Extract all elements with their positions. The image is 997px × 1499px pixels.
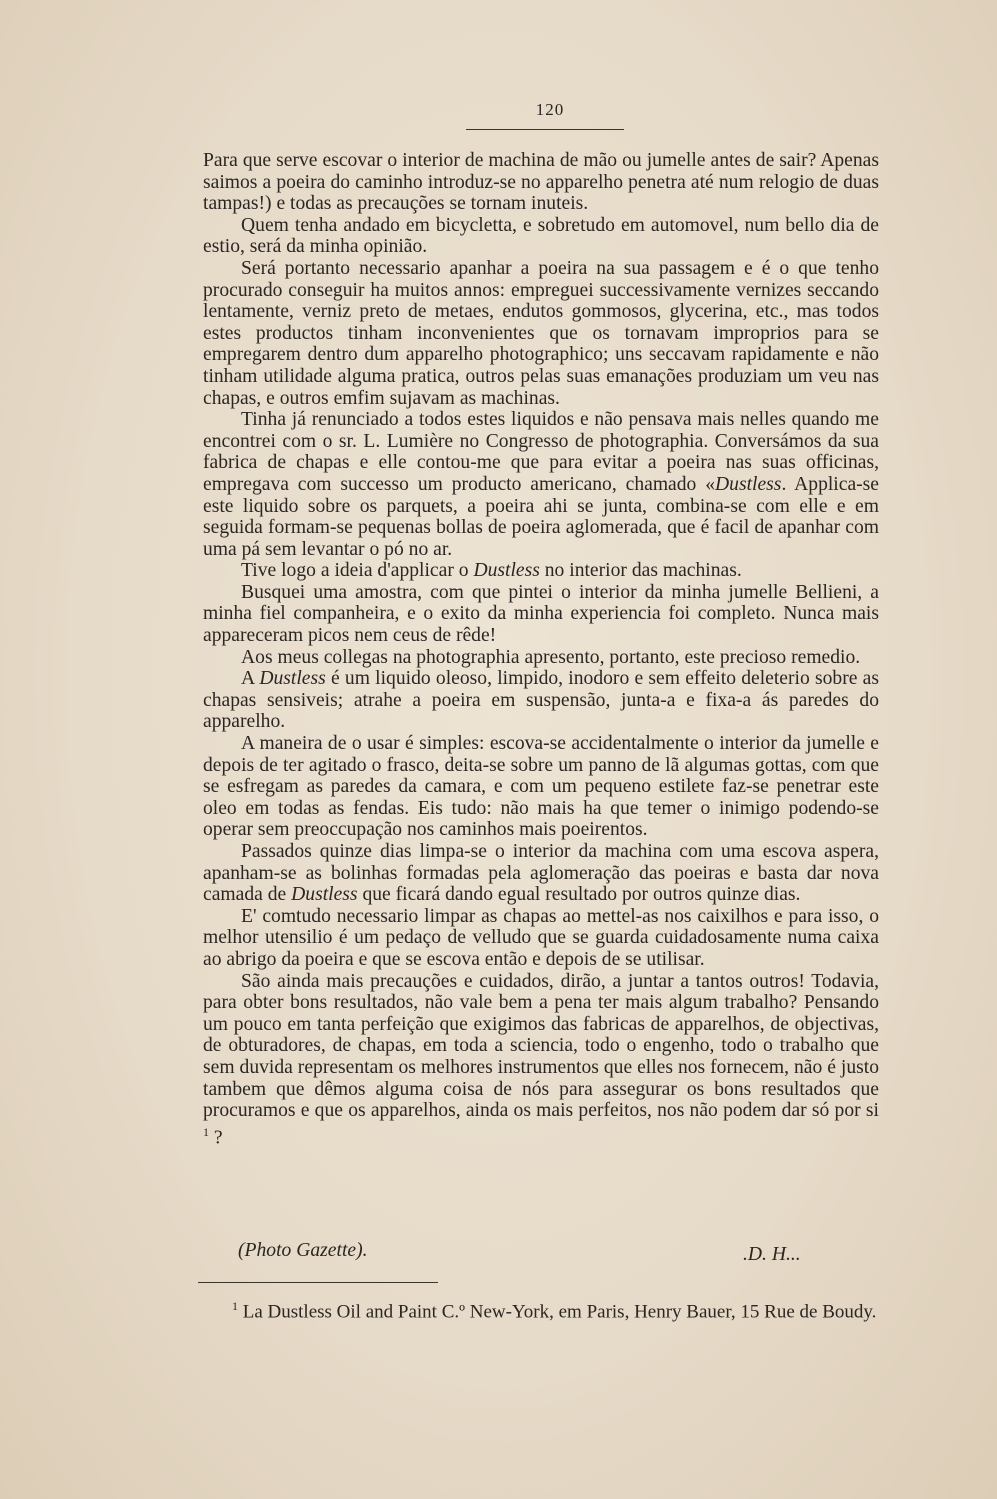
paragraph-3: Será portanto necessario apanhar a poeira na sua passagem e é o que tenho procurado conseguir ha muitos annos: empreguei successivamente vernizes seccando lentamente, verniz preto de metaes, endutos gommosos, glycerina, etc., mas todos estes productos tinham inconvenientes que os tornavam improprios para se empregarem dentro dum apparelho photographico; uns seccavam rapidamente e não tinham utilidade alguma pratica, outros pelas suas emanações produziam um veu nas chapas, e outros emfim sujavam as machinas. [203, 257, 879, 409]
paragraph-4: Tinha já renunciado a todos estes liquidos e não pensava mais nelles quando me encontrei com o sr. L. Lumière no Congresso de photographia. Conversámos da sua fabrica de chapas e elle contou-me que para evitar a poeira nas suas officinas, empregava com successo um producto americano, chamado «Dustless. Applica-se este liquido sobre os parquets, a poeira ahi se junta, combina-se com elle e em seguida formam-se pequenas bollas de poeira aglomerada, que é facil de apanhar com uma pá sem levantar o pó no ar. [203, 409, 879, 560]
paragraph-2: Quem tenha andado em bicycletta, e sobretudo em automovel, num bello dia de estio, será da minha opinião. [203, 214, 879, 258]
paragraph-11: E' comtudo necessario limpar as chapas ao mettel-as nos caixilhos e para isso, o melhor utensilio é um pedaço de velludo que se guarda cuidadosamente numa caixa ao abrigo da poeira e que se escova então e depois de se utilisar. [203, 905, 879, 970]
author-initials: .D. H... [743, 1244, 801, 1265]
footnote [198, 1296, 880, 1322]
footnote-rule [198, 1282, 438, 1283]
page-number: 120 [535, 100, 565, 119]
paragraph-6: Busquei uma amostra, com que pintei o interior da minha jumelle Bellieni, a minha fiel companheira, e o exito da minha experiencia foi completo. Nunca mais appareceram picos nem ceus de rêde! [203, 581, 879, 647]
source-citation: (Photo Gazette). [238, 1240, 368, 1261]
article-body [203, 150, 879, 1149]
paragraph-9: A maneira de o usar é simples: escova-se accidentalmente o interior da jumelle e depois de ter agitado o frasco, deita-se sobre um panno de lã algumas gottas, com que se esfregam as paredes da camara, e com um pequeno estilete faz-se penetrar este oleo em todas as fendas. Eis tudo: não mais ha que temer o inimigo podendo-se operar sem preoccupação nos caminhos mais poeirentos. [203, 733, 879, 841]
header-rule [466, 129, 624, 130]
footnote-mark: 1 [232, 1299, 238, 1313]
paragraph-5: Tive logo a ideia d'applicar o Dustless no interior das machinas. [241, 560, 742, 582]
paragraph-8: A Dustless é um liquido oleoso, limpido, inodoro e sem effeito deleterio sobre as chapas sensiveis; atrahe a poeira em suspensão, junta-a e fixa-a ás paredes do apparelho. [203, 668, 879, 733]
footnote-text: La Dustless Oil and Paint C.º New-York, em Paris, Henry Bauer, 15 Rue de Boudy. [242, 1301, 877, 1323]
paragraph-12-tail: ? [213, 1127, 223, 1149]
footnote-reference[interactable]: 1 [203, 1124, 209, 1139]
paragraph-10: Passados quinze dias limpa-se o interior da machina com uma escova aspera, apanham-se as bolinhas formadas pela aglomeração das poeiras e basta dar nova camada de Dustless que ficará dando egual resultado por outros quinze dias. [203, 841, 879, 906]
paragraph-12 [203, 971, 879, 1149]
paragraph-7: Aos meus collegas na photographia apresento, portanto, este precioso remedio. [241, 646, 861, 668]
paragraph-12-text: São ainda mais precauções e cuidados, dirão, a juntar a tantos outros! Todavia, para obter bons resultados, não vale bem a pena ter mais algum trabalho? Pensando um pouco em tanta perfeição que exigimos das fabricas de apparelhos, de objectivas, de obturadores, de chapas, em toda a sciencia, todo o engenho, todo o trabalho que sem duvida representam os melhores instrumentos que elles nos fornecem, não é justo tambem que dêmos alguma coisa de nós para assegurar os bons resultados que procuramos e que os apparelhos, ainda os mais perfeitos, nos não podem dar só por si [203, 970, 879, 1122]
paragraph-1: Para que serve escovar o interior de machina de mão ou jumelle antes de sair? Apenas saimos a poeira do caminho introduz-se no apparelho penetra até num relogio de duas tampas!) e todas as precauções se tornam inuteis. [203, 150, 879, 215]
